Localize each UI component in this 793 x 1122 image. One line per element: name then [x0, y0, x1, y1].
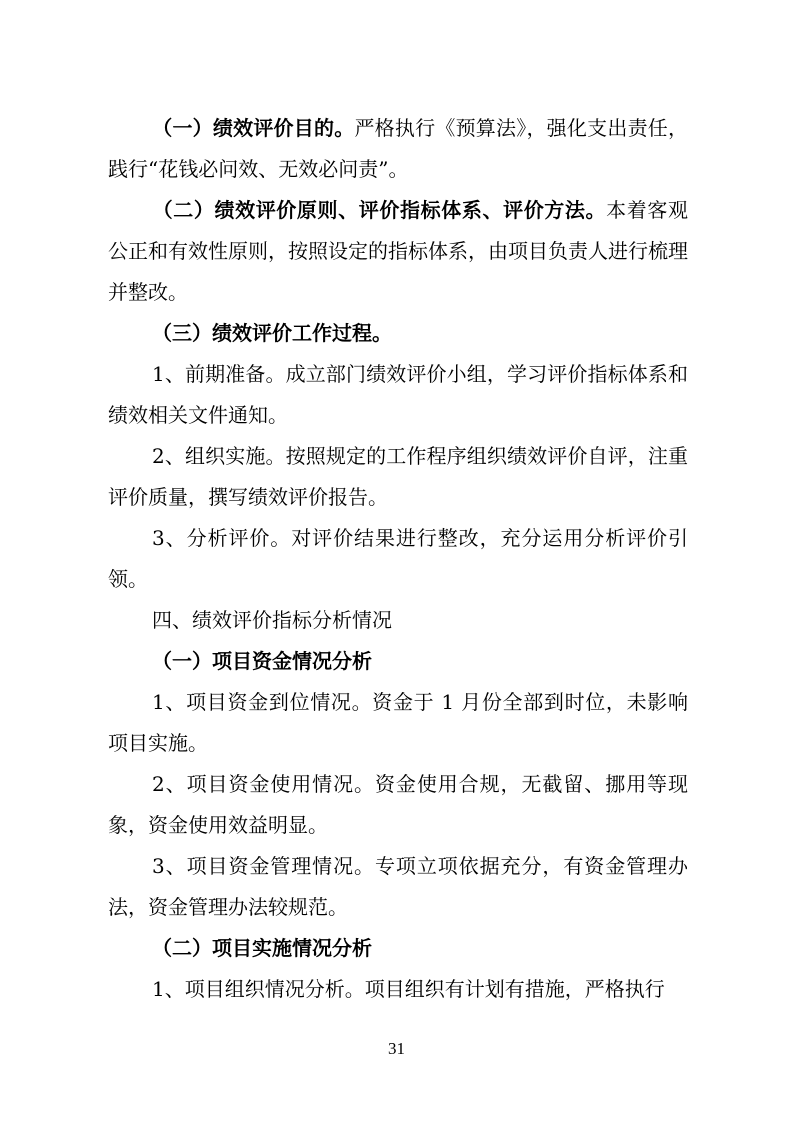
paragraph-text: 2、项目资金使用情况。资金使用合规，无截留、挪用等现象，资金使用效益明显。: [108, 772, 688, 837]
section-heading-implementation: [108, 928, 688, 969]
paragraph-implementation: [108, 436, 688, 518]
chapter-heading: 四、绩效评价指标分析情况: [152, 608, 392, 632]
chapter-heading-indicator-analysis: [108, 600, 688, 641]
section-heading: （二）项目实施情况分析: [152, 936, 372, 960]
section-heading: （一）绩效评价目的。: [152, 116, 355, 140]
paragraph-funds-arrival: [108, 682, 688, 764]
paragraph-text: 2、组织实施。按照规定的工作程序组织绩效评价自评，注重评价质量，撰写绩效评价报告。: [108, 444, 688, 509]
paragraph-evaluation-purpose: [108, 108, 688, 190]
section-heading: （二）绩效评价原则、评价指标体系、评价方法。: [152, 198, 607, 222]
paragraph-organization: [108, 969, 688, 1010]
paragraph-text: 1、项目资金到位情况。资金于 1 月份全部到时位，未影响项目实施。: [108, 690, 688, 755]
paragraph-analysis: [108, 518, 688, 600]
paragraph-text: 本着客观公正和有效性原则，按照设定的指标体系，由项目负责人进行梳理并整改。: [108, 198, 689, 304]
paragraph-evaluation-principles: [108, 190, 688, 313]
section-heading: （一）项目资金情况分析: [152, 649, 372, 673]
paragraph-evaluation-process-heading: [108, 313, 688, 354]
section-heading: （三）绩效评价工作过程。: [152, 321, 392, 345]
paragraph-text: 1、前期准备。成立部门绩效评价小组，学习评价指标体系和绩效相关文件通知。: [108, 362, 688, 427]
paragraph-text: 严格执行《预算法》，强化支出责任，践行“花钱必问效、无效必问责”。: [108, 116, 689, 181]
paragraph-text: 3、分析评价。对评价结果进行整改，充分运用分析评价引领。: [108, 526, 688, 591]
paragraph-funds-usage: [108, 764, 688, 846]
paragraph-text: 3、项目资金管理情况。专项立项依据充分，有资金管理办法，资金管理办法较规范。: [108, 854, 688, 919]
page-number: 31: [388, 1039, 405, 1058]
paragraph-text: 1、项目组织情况分析。项目组织有计划有措施，严格执行: [152, 977, 665, 1001]
paragraph-funds-management: [108, 846, 688, 928]
section-heading-funds: [108, 641, 688, 682]
paragraph-preparation: [108, 354, 688, 436]
